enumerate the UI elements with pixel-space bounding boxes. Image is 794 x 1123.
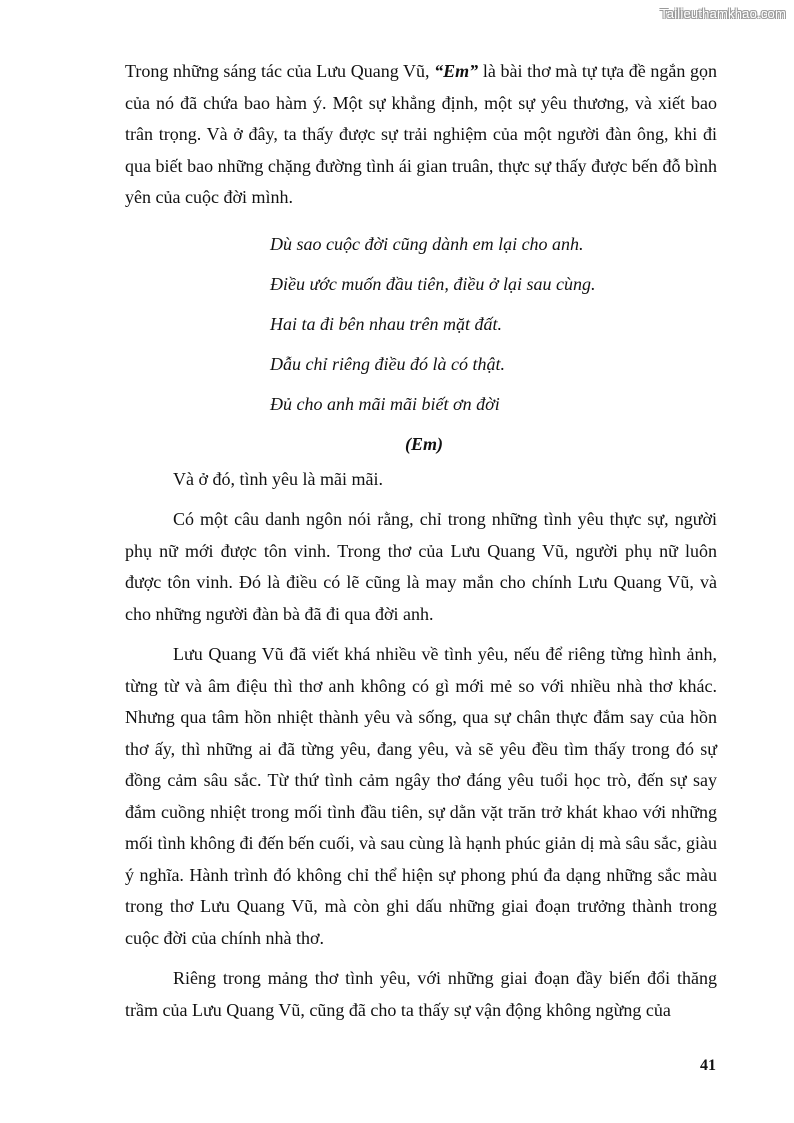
paragraph: Có một câu danh ngôn nói rằng, chỉ trong những tình yêu thực sự, người phụ nữ mới được tôn vinh. Trong thơ của Lưu Quang Vũ, người phụ nữ luôn được tôn vinh. Đó là điều có lẽ cũng là may mắn cho chính Lưu Quang Vũ, và cho những người đàn bà đã đi qua đời anh. bbox=[125, 509, 717, 624]
watermark: Tailieuthamkhao.com bbox=[660, 6, 786, 21]
poem-excerpt bbox=[270, 224, 717, 424]
paragraph: Lưu Quang Vũ đã viết khá nhiều về tình yêu, nếu để riêng từng hình ảnh, từng từ và âm điệu thì thơ anh không có gì mới mẻ so với nhiều nhà thơ khác. Nhưng qua tâm hồn nhiệt thành yêu và sống, qua sự chân thực đắm say của hồn thơ ấy, thì những ai đã từng yêu, đang yêu, và sẽ yêu đều tìm thấy trong đó sự đồng cảm sâu sắc. Từ thứ tình cảm ngây thơ đáng yêu tuổi học trò, đến sự say đắm cuồng nhiệt trong mối tình đầu tiên, sự dằn vặt trăn trở khát khao với những mối tình không đi đến bến cuối, và sau cùng là hạnh phúc giản dị mà sâu sắc, giàu ý nghĩa. Hành trình đó không chỉ thể hiện sự phong phú đa dạng những sắc màu trong thơ Lưu Quang Vũ, mà còn ghi dấu những giai đoạn trưởng thành trong cuộc đời của chính nhà thơ. bbox=[125, 644, 717, 948]
poem-line: Dẫu chỉ riêng điều đó là có thật. bbox=[270, 353, 505, 374]
poem-title: (Em) bbox=[405, 433, 443, 454]
poem-line: Đủ cho anh mãi mãi biết ơn đời bbox=[270, 393, 500, 414]
poem-title-reference: “Em” bbox=[434, 61, 479, 81]
poem-line: Dù sao cuộc đời cũng dành em lại cho anh. bbox=[270, 233, 584, 254]
intro-text-end: là bài thơ mà tự tựa đề ngắn gọn của nó đã chứa bao hàm ý. Một sự khẳng định, một sự yêu thương, và xiết bao trân trọng. Và ở đây, ta thấy được sự trải nghiệm của một người đàn ông, khi đi qua biết bao những chặng đường tình ái gian truân, thực sự thấy được bến đỗ bình yên của cuộc đời mình. bbox=[125, 61, 717, 207]
paragraph: Riêng trong mảng thơ tình yêu, với những giai đoạn đầy biến đổi thăng trầm của Lưu Quang Vũ, cũng đã cho ta thấy sự vận động không ngừng của bbox=[125, 968, 717, 1020]
paragraph: Và ở đó, tình yêu là mãi mãi. bbox=[173, 468, 383, 489]
intro-paragraph bbox=[125, 56, 717, 214]
page-number: 41 bbox=[700, 1057, 716, 1074]
intro-text-start: Trong những sáng tác của Lưu Quang Vũ, bbox=[125, 61, 435, 81]
poem-line: Điều ước muốn đầu tiên, điều ở lại sau cùng. bbox=[270, 273, 596, 294]
document-body bbox=[125, 56, 717, 1026]
poem-line: Hai ta đi bên nhau trên mặt đất. bbox=[270, 313, 502, 334]
